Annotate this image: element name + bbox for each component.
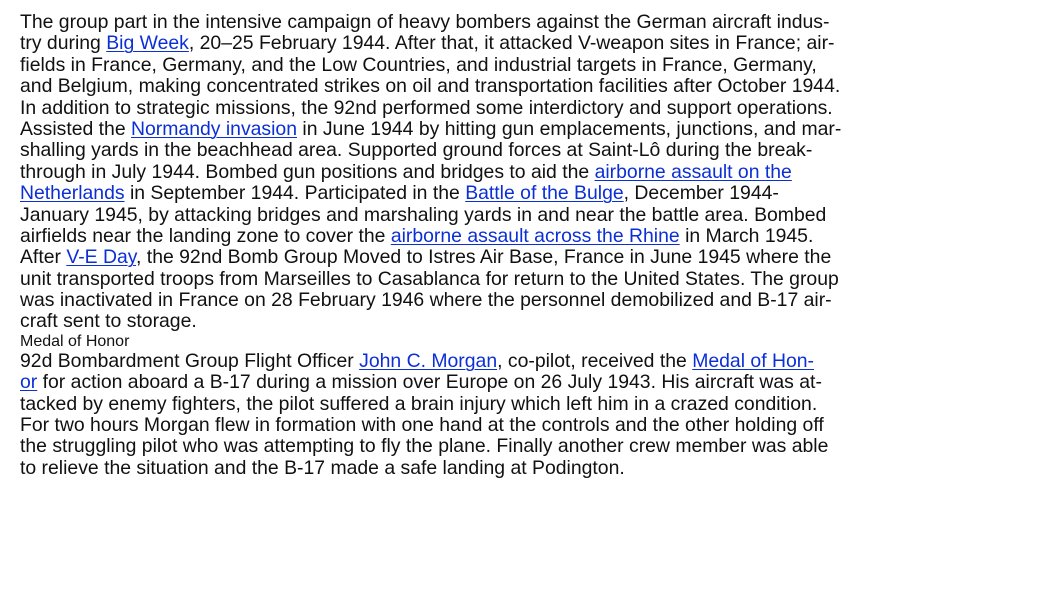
text-segment: craft sent to storage. (20, 310, 197, 333)
text-segment: in September 1944. Participated in the (124, 182, 466, 205)
text-line (20, 76, 1032, 97)
link-normandy-invasion[interactable]: Normandy invasion (131, 117, 297, 140)
text-line (20, 458, 1032, 479)
text-line (20, 119, 1032, 140)
text-segment: After (20, 246, 67, 269)
text-line (20, 205, 1032, 226)
text-segment: , December 1944- (623, 182, 779, 205)
text-line (20, 33, 1032, 54)
text-segment: for action aboard a B-17 during a mission over Europe on 26 July 1943. His aircraft was at- (37, 371, 822, 394)
section-heading-medal-of-honor: Medal of Honor (20, 332, 130, 350)
text-line (20, 415, 1032, 436)
link-medal-of-hon[interactable]: Medal of Hon- (692, 349, 814, 372)
link-john-c-morgan[interactable]: John C. Morgan (359, 349, 498, 372)
text-segment: the struggling pilot who was attempting to fly the plane. Finally another crew member was able (20, 435, 829, 458)
text-segment: The group part in the intensive campaign of heavy bombers against the German aircraft indus- (20, 11, 830, 33)
text-line (20, 269, 1032, 290)
text-segment: , 20–25 February 1944. After that, it attacked V-weapon sites in France; air- (188, 32, 835, 55)
text-segment: , the 92nd Bomb Group Moved to Istres Air Base, France in June 1945 where the (136, 246, 832, 269)
link-v-e-day[interactable]: V-E Day (66, 246, 137, 269)
text-segment: January 1945, by attacking bridges and marshaling yards in and near the battle area. Bombed (20, 203, 827, 226)
text-segment: For two hours Morgan flew in formation with one hand at the controls and the other holding off (20, 414, 824, 437)
text-segment: in March 1945. (679, 224, 814, 247)
text-segment: shalling yards in the beachhead area. Supported ground forces at Saint-Lô during the break- (20, 139, 813, 162)
text-line (20, 12, 1032, 33)
text-segment: to relieve the situation and the B-17 made a safe landing at Podington. (20, 456, 625, 479)
document-body (20, 12, 1032, 479)
text-segment: airfields near the landing zone to cover the (20, 224, 391, 247)
text-segment: , co-pilot, received the (497, 349, 693, 372)
link-big-week[interactable]: Big Week (106, 32, 189, 55)
text-line (20, 311, 1032, 332)
link-airborne-assault-on-the[interactable]: airborne assault on the (594, 160, 792, 183)
text-line (20, 351, 1032, 372)
text-line (20, 98, 1032, 119)
text-segment: Assisted the (20, 117, 132, 140)
history-paragraph (20, 12, 1032, 333)
link-airborne-assault-across-the-rhine[interactable]: airborne assault across the Rhine (390, 224, 680, 247)
medal-of-honor-paragraph (20, 351, 1032, 479)
text-line (20, 226, 1032, 247)
text-line (20, 394, 1032, 415)
text-segment: in June 1944 by hitting gun emplacements, junctions, and mar- (297, 117, 842, 140)
text-line (20, 140, 1032, 161)
text-segment: 92d Bombardment Group Flight Officer (20, 349, 360, 372)
text-line (20, 55, 1032, 76)
text-line (20, 436, 1032, 457)
link-battle-of-the-bulge[interactable]: Battle of the Bulge (465, 182, 624, 205)
text-segment: unit transported troops from Marseilles to Casablanca for return to the United States. The group (20, 267, 839, 290)
link-or[interactable]: or (20, 371, 38, 394)
text-segment: through in July 1944. Bombed gun positions and bridges to aid the (20, 160, 595, 183)
text-segment: was inactivated in France on 28 February 1946 where the personnel demobilized and B-17 air- (20, 289, 832, 312)
link-netherlands[interactable]: Netherlands (20, 182, 125, 205)
text-segment: fields in France, Germany, and the Low Countries, and industrial targets in France, Germany, (20, 53, 817, 76)
text-line (20, 183, 1032, 204)
text-line (20, 247, 1032, 268)
text-segment: In addition to strategic missions, the 92nd performed some interdictory and support operations. (20, 96, 833, 119)
text-line (20, 290, 1032, 311)
text-segment: try during (20, 32, 107, 55)
text-segment: tacked by enemy fighters, the pilot suffered a brain injury which left him in a crazed condition. (20, 392, 818, 415)
text-segment: and Belgium, making concentrated strikes on oil and transportation facilities after October 1944. (20, 75, 841, 98)
text-line (20, 162, 1032, 183)
text-line (20, 372, 1032, 393)
